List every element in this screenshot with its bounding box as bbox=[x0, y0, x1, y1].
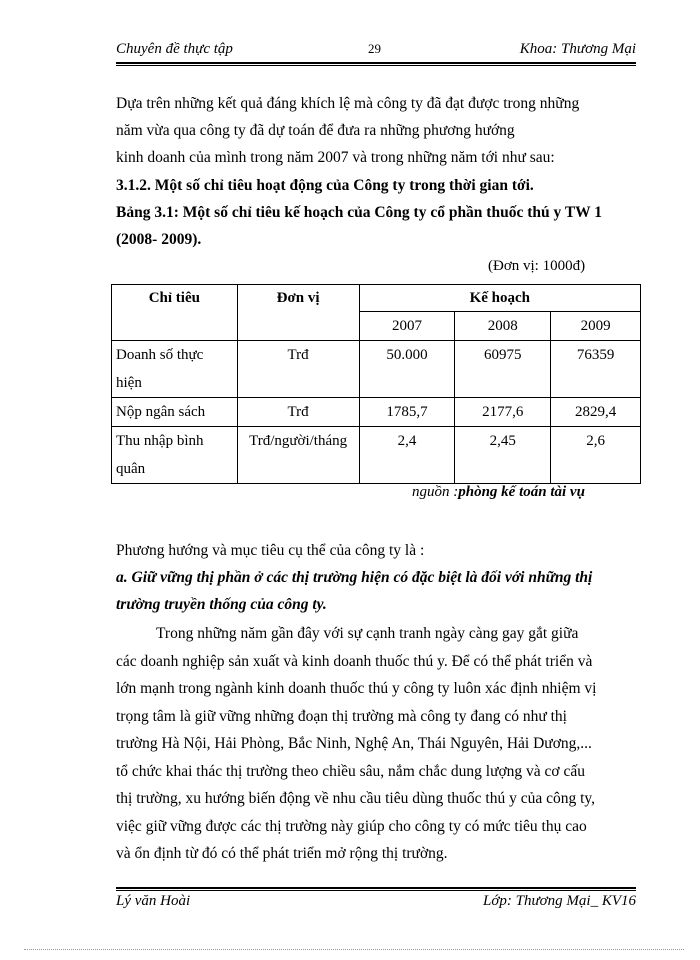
row-unit: Trđ bbox=[237, 398, 359, 427]
row-value: 60975 bbox=[455, 341, 551, 398]
header-year: 2007 bbox=[359, 312, 455, 341]
table-caption-line-1: Bảng 3.1: Một số chỉ tiêu kế hoạch của Công ty cổ phần thuốc thú y TW 1 bbox=[116, 204, 603, 221]
page-number: 29 bbox=[368, 41, 381, 56]
row-indicator: Nộp ngân sách bbox=[112, 398, 238, 427]
row-indicator: Thu nhập bình quân bbox=[112, 427, 238, 484]
header-indicator: Chỉ tiêu bbox=[112, 285, 238, 341]
row-value: 2,45 bbox=[455, 427, 551, 484]
body-line: và ổn định từ đó có thể phát triển mở rộng thị trường. bbox=[116, 845, 448, 862]
body-line: thị trường, xu hướng biến động về nhu cầu tiêu dùng thuốc thú y của công ty, bbox=[116, 790, 596, 807]
footer-author: Lý văn Hoài bbox=[116, 893, 191, 909]
subheading-a-line-2: trường truyền thống của công ty. bbox=[116, 596, 327, 613]
header-title: Chuyên đề thực tập bbox=[116, 41, 233, 57]
body-line: việc giữ vững được các thị trường này giúp cho công ty có mức tiêu thụ cao bbox=[116, 817, 587, 835]
row-value: 1785,7 bbox=[359, 398, 455, 427]
header-rule-thin bbox=[116, 65, 636, 66]
row-value: 2829,4 bbox=[551, 398, 641, 427]
page-header bbox=[116, 41, 636, 63]
intro-paragraph bbox=[116, 90, 638, 171]
table-header-row bbox=[112, 285, 641, 312]
table-row bbox=[112, 427, 641, 484]
body-line: trọng tâm là giữ vững những đoạn thị trường mà công ty đang có như thị bbox=[116, 707, 567, 725]
header-plan: Kế hoạch bbox=[359, 285, 640, 312]
body-line: tổ chức khai thác thị trường theo chiều sâu, nắm chắc dung lượng và cơ cấu bbox=[116, 762, 586, 780]
row-value: 2177,6 bbox=[455, 398, 551, 427]
row-value: 2,4 bbox=[359, 427, 455, 484]
section-heading: 3.1.2. Một số chỉ tiêu hoạt động của Công ty trong thời gian tới. bbox=[116, 177, 534, 194]
intro-line-2: năm vừa qua công ty đã dự toán để đưa ra những phương hướng bbox=[116, 122, 515, 139]
intro-line-1: Dựa trên những kết quả đáng khích lệ mà công ty đã đạt được trong những bbox=[116, 95, 580, 112]
intro-line-3: kinh doanh của mình trong năm 2007 và trong những năm tới như sau: bbox=[116, 149, 555, 166]
header-rule bbox=[116, 62, 636, 64]
header-year: 2009 bbox=[551, 312, 641, 341]
header-unit: Đơn vị bbox=[237, 285, 359, 341]
table-caption-line-2: (2008- 2009). bbox=[116, 231, 202, 248]
header-department: Khoa: Thương Mại bbox=[519, 41, 636, 57]
row-value: 76359 bbox=[551, 341, 641, 398]
footer-class: Lớp: Thương Mại_ KV16 bbox=[483, 893, 636, 909]
subheading-a-line-1: a. Giữ vững thị phần ở các thị trường hiện có đặc biệt là đối với những thị bbox=[116, 569, 593, 586]
source-name: phòng kế toán tài vụ bbox=[458, 484, 585, 500]
page-break-line bbox=[24, 949, 684, 950]
table-source bbox=[412, 484, 585, 501]
table-row bbox=[112, 341, 641, 398]
unit-note: (Đơn vị: 1000đ) bbox=[488, 258, 586, 274]
subheading-a bbox=[116, 564, 638, 618]
row-value: 2,6 bbox=[551, 427, 641, 484]
body-paragraph bbox=[116, 620, 638, 868]
plan-table bbox=[111, 284, 641, 484]
footer-rule-thin bbox=[116, 890, 636, 891]
table-caption bbox=[116, 199, 638, 253]
body-line: các doanh nghiệp sản xuất và kinh doanh thuốc thú y. Để có thể phát triển và bbox=[116, 652, 593, 670]
row-value: 50.000 bbox=[359, 341, 455, 398]
body-line: trường Hà Nội, Hải Phòng, Bắc Ninh, Nghệ An, Thái Nguyên, Hải Dương,... bbox=[116, 735, 592, 752]
row-indicator: Doanh số thực hiện bbox=[112, 341, 238, 398]
page-footer bbox=[116, 893, 636, 915]
row-unit: Trđ/người/tháng bbox=[237, 427, 359, 484]
source-prefix: nguồn : bbox=[412, 484, 459, 500]
direction-intro: Phương hướng và mục tiêu cụ thể của công ty là : bbox=[116, 542, 425, 559]
body-line: lớn mạnh trong ngành kinh doanh thuốc thú y công ty luôn xác định nhiệm vị bbox=[116, 680, 597, 697]
header-year: 2008 bbox=[455, 312, 551, 341]
body-line: Trong những năm gần đây với sự cạnh tranh ngày càng gay gắt giữa bbox=[156, 625, 579, 642]
row-unit: Trđ bbox=[237, 341, 359, 398]
table-row bbox=[112, 398, 641, 427]
footer-rule bbox=[116, 887, 636, 889]
